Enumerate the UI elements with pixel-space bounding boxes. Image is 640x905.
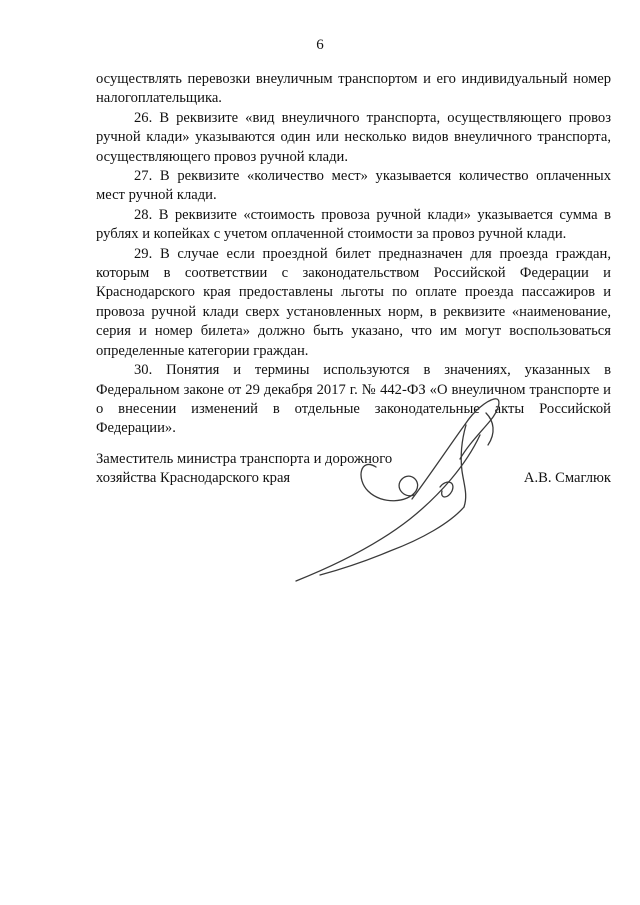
document-body — [96, 70, 611, 439]
signer-name: А.В. Смаглюк — [523, 470, 611, 487]
page-number: 6 — [316, 37, 324, 53]
paragraph-26: 26. В реквизите «вид внеуличного транспорта, осуществляющего провоз ручной клади» указываются один или несколько видов внеуличного транспорта, осуществляющего провоз ручной клади. — [96, 109, 611, 165]
paragraph-28: 28. В реквизите «стоимость провоза ручной клади» указывается сумма в рублях и копейках с учетом оплаченной стоимости за провоз ручной клади. — [96, 206, 611, 243]
paragraph-29: 29. В случае если проездной билет предназначен для проезда граждан, которым в соответствии с законодательством Российской Федерации и Краснодарского края предоставлены льготы по оплате проезда пассажиров и провоза ручной клади сверх установленных норм, в реквизите «наименование, серия и номер билета» должно быть указано, что им могут воспользоваться определенные категории граждан. — [96, 245, 611, 359]
paragraph-continuation: осуществлять перевозки внеуличным транспортом и его индивидуальный номер налогоплательщика. — [96, 71, 611, 107]
signature-strokes — [296, 399, 499, 581]
handwritten-signature — [290, 395, 530, 585]
signer-title: Заместитель министра транспорта и дорожного хозяйства Краснодарского края — [96, 451, 393, 487]
paragraph-27: 27. В реквизите «количество мест» указывается количество оплаченных мест ручной клади. — [96, 168, 611, 204]
paragraph-30: 30. Понятия и термины используются в значениях, указанных в Федеральном законе от 29 декабря 2017 г. № 442-ФЗ «О внеуличном транспорте и о внесении изменений в отдельные законодательные акты Российской Федерации». — [96, 362, 611, 437]
